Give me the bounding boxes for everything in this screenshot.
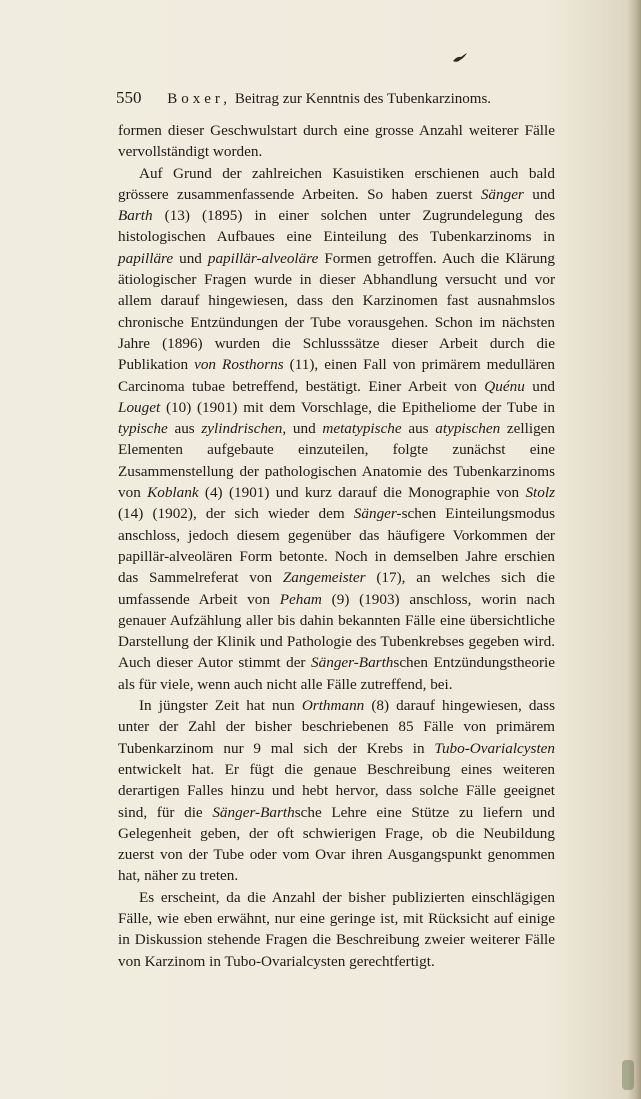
italic-text: Zangemeister	[282, 569, 366, 587]
text-run: und	[523, 185, 556, 203]
italic-text: typische	[118, 420, 168, 438]
body-text	[118, 120, 555, 972]
text-run: und	[524, 377, 556, 395]
header-author: Boxer,	[167, 91, 232, 107]
text-run: zelligen Elementen aufgebaute einzuteilen, folgte zunächst eine Zusammenstellung der pathologischen Anatomie des Tubenkarzinoms von	[118, 420, 555, 502]
text-run: formen dieser Geschwulstart durch eine grosse Anzahl weiterer Fälle vervollständigt worden.	[118, 122, 555, 161]
page-number: 550	[116, 88, 142, 107]
running-header	[116, 88, 556, 108]
text-run: entwickelt hat. Er fügt die genaue Beschreibung eines weiteren derartigen Falles hinzu und hebt hervor, dass solche Fälle geeignet sind, für die	[118, 760, 555, 821]
italic-text: metatypische	[322, 420, 402, 438]
italic-text: Peham	[279, 590, 322, 608]
text-run: (11), einen Fall von primärem medullären Carcinoma tubae betreffend, bestätigt. Einer Arbeit von	[118, 356, 555, 395]
text-run: aus	[401, 420, 436, 438]
italic-text: Sänger	[480, 185, 524, 203]
text-run: In jüngster Zeit hat nun	[139, 697, 302, 715]
paragraph	[118, 695, 555, 887]
text-run: Es erscheint, da die Anzahl der bisher publizierten einschlägigen Fälle, wie eben erwähnt, nur eine geringe ist, mit Rücksicht auf einige in Diskussion stehende Fragen die Beschreibung zweier weiterer Fälle von Karzinom in Tubo-Ovarialcysten gerechtfertigt.	[118, 888, 555, 970]
italic-text: Koblank	[147, 484, 199, 502]
text-run: (13) (1895) in einer solchen unter Zugrundelegung des histologischen Aufbaues eine Einteilung des Tubenkarzinoms in	[118, 207, 555, 246]
italic-text: von Rosthorns	[194, 356, 284, 374]
italic-text: zylindrischen,	[201, 420, 287, 438]
text-run: aus	[167, 420, 202, 438]
text-run: (17), an welches sich die umfassende Arbeit von	[118, 569, 555, 608]
text-run: Auf Grund der zahlreichen Kasuistiken erschienen auch bald grössere zusammenfassende Arbeiten. So haben zuerst	[118, 164, 555, 203]
text-run: schen Einteilungsmodus anschloss, jedoch diesem gegenüber das häufigere Vorkommen der papillär-alveolären Form betonte. Noch in demselben Jahre erschien das Sammelreferat von	[118, 505, 555, 587]
paragraph	[118, 887, 555, 972]
header-title: Beitrag zur Kenntnis des Tubenkarzinoms.	[234, 91, 492, 107]
italic-text: Barth	[118, 207, 153, 225]
text-run: (4) (1901) und kurz darauf die Monographie von	[198, 484, 526, 502]
text-run: sche Lehre eine Stütze zu liefern und Gelegenheit geben, der oft schwierigen Frage, ob die Neubildung zuerst von der Tube oder vom Ovar ihren Ausgangspunkt genommen hat, näher zu treten.	[118, 803, 555, 885]
italic-text: atypischen	[435, 420, 501, 438]
italic-text: Louget	[118, 398, 161, 416]
text-run: (10) (1901) mit dem Vorschlage, die Epitheliome der Tube in	[160, 398, 555, 416]
paragraph	[118, 163, 555, 695]
paragraph	[118, 120, 555, 163]
italic-text: Tubo-Ovarialcysten	[434, 739, 555, 757]
page-smudge	[622, 1060, 634, 1090]
italic-text: Stolz	[525, 484, 555, 502]
italic-text: Sänger-Barth	[212, 803, 295, 821]
text-run: schen Entzündungstheorie als für viele, wenn auch nicht alle Fälle zutreffend, bei.	[118, 654, 555, 693]
text-run: (9) (1903) anschloss, worin nach genauer Aufzählung aller bis dahin bekannten Fälle eine übersichtliche Darstellung der Klinik und Pathologie des Tubenkrebses gegeben wird. Auch dieser Autor stimmt der	[118, 590, 555, 672]
italic-text: Sänger-	[353, 505, 402, 523]
text-run: und	[286, 420, 323, 438]
italic-text: Sänger-Barth	[311, 654, 394, 672]
italic-text: Orthmann	[301, 697, 365, 715]
text-run: (8) darauf hingewiesen, dass unter der Zahl der bisher beschriebenen 85 Fälle von primärem Tubenkarzinom nur 9 mal sich der Krebs in	[118, 697, 555, 757]
text-run: Formen getroffen. Auch die Klärung ätiologischer Fragen wurde in dieser Abhandlung versucht und vor allem darauf hingewiesen, dass den Karzinomen fast ausnahmslos chronische Entzündungen der Tube vorausgehen. Schon im nächsten Jahre (1896) wurden die Schlusssätze dieser Arbeit durch die Publikation	[118, 249, 555, 374]
italic-text: papillär-alveoläre	[207, 249, 319, 267]
italic-text: papilläre	[118, 249, 174, 267]
italic-text: Quénu	[484, 377, 525, 395]
page-edge-shadow	[627, 0, 641, 1099]
ink-blot-mark	[452, 52, 468, 64]
text-run: und	[173, 249, 208, 267]
text-run: (14) (1902), der sich wieder dem	[118, 505, 354, 523]
